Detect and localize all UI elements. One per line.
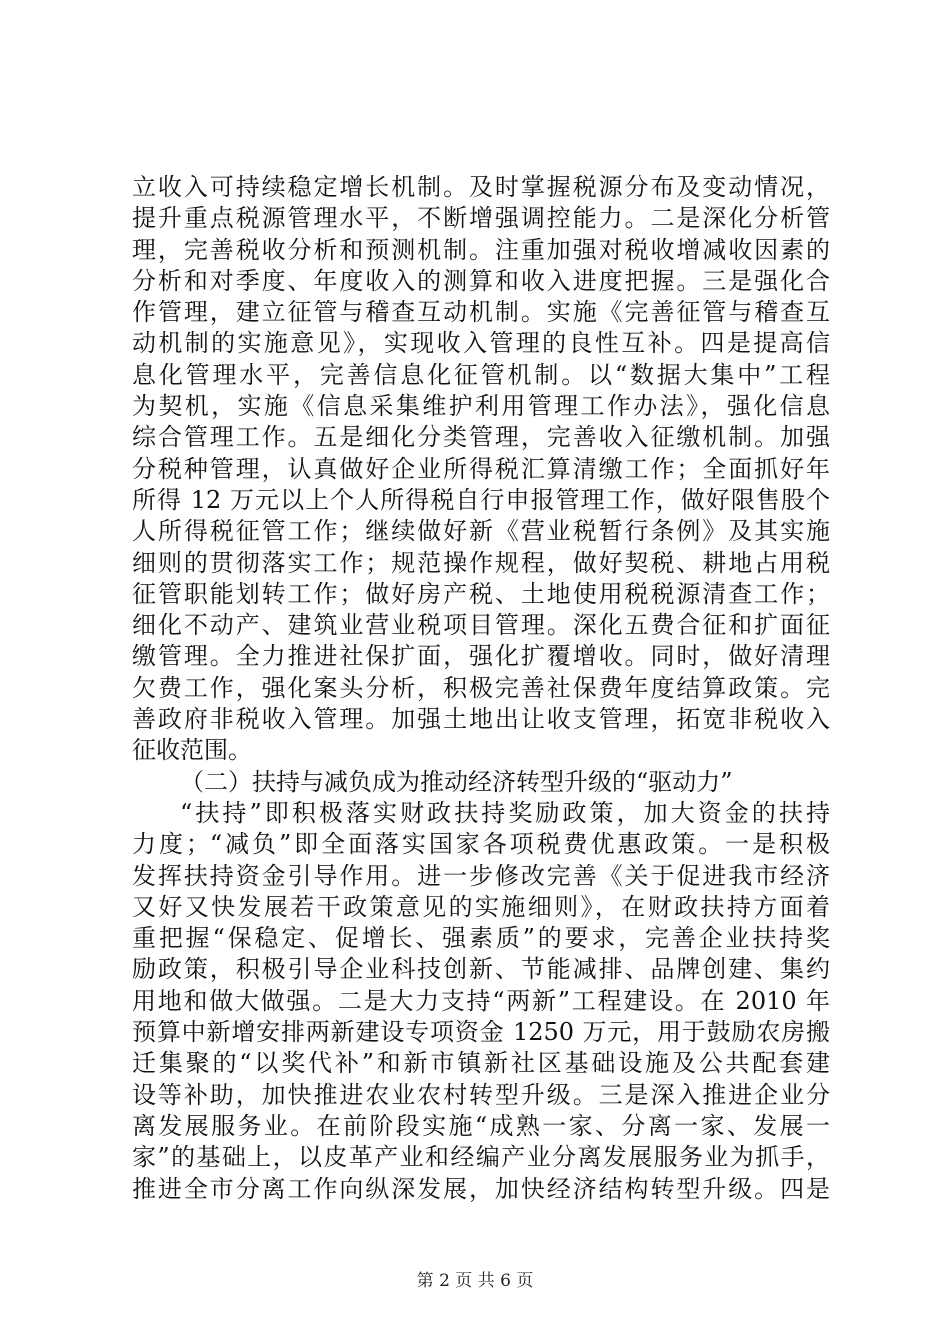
- text-line: 力度；“减负”即全面落实国家各项税费优惠政策。一是积极: [132, 830, 830, 859]
- text-line: 迁集聚的“以奖代补”和新市镇新社区基础设施及公共配套建: [132, 1049, 830, 1078]
- text-line: 励政策，积极引导企业科技创新、节能减排、品牌创建、集约: [132, 955, 830, 984]
- page-number-footer: 第 2 页 共 6 页: [416, 1271, 534, 1291]
- section-heading: （二）扶持与减负成为推动经济转型升级的“驱动力”: [180, 767, 733, 796]
- text-line: 细化不动产、建筑业营业税项目管理。深化五费合征和扩面征: [132, 611, 830, 640]
- text-line: 缴管理。全力推进社保扩面，强化扩覆增收。同时，做好清理: [132, 642, 830, 671]
- text-line: 离发展服务业。在前阶段实施“成熟一家、分离一家、发展一: [132, 1111, 830, 1140]
- text-line: 综合管理工作。五是细化分类管理，完善收入征缴机制。加强: [132, 423, 830, 452]
- text-line: 立收入可持续稳定增长机制。及时掌握税源分布及变动情况，: [132, 173, 830, 201]
- text-line: 为契机，实施《信息采集维护利用管理工作办法》，强化信息: [132, 392, 830, 421]
- text-line: 推进全市分离工作向纵深发展，加快经济结构转型升级。四是: [132, 1174, 830, 1203]
- text-line: 重把握“保稳定、促增长、强素质”的要求，完善企业扶持奖: [132, 924, 830, 953]
- text-line: 设等补助，加快推进农业农村转型升级。三是深入推进企业分: [132, 1080, 830, 1109]
- text-line: 欠费工作，强化案头分析，积极完善社保费年度结算政策。完: [132, 673, 830, 702]
- document-body: [132, 172, 830, 1205]
- text-line: 征收范围。: [132, 736, 252, 765]
- text-line: 理，完善税收分析和预测机制。注重加强对税收增减收因素的: [132, 235, 830, 264]
- text-line: 预算中新增安排两新建设专项资金 1250 万元，用于鼓励农房搬: [132, 1018, 830, 1047]
- text-line: 又好又快发展若干政策意见的实施细则》，在财政扶持方面着: [132, 892, 830, 921]
- text-line: 人所得税征管工作；继续做好新《营业税暂行条例》及其实施: [132, 517, 830, 546]
- text-line: 善政府非税收入管理。加强土地出让收支管理，拓宽非税收入: [132, 705, 830, 734]
- text-line: 分税种管理，认真做好企业所得税汇算清缴工作；全面抓好年: [132, 454, 830, 483]
- text-line: 征管职能划转工作；做好房产税、土地使用税税源清查工作；: [132, 579, 830, 608]
- text-line: 发挥扶持资金引导作用。进一步修改完善《关于促进我市经济: [132, 861, 830, 890]
- text-line: 用地和做大做强。二是大力支持“两新”工程建设。在 2010 年: [132, 986, 830, 1015]
- text-line: 息化管理水平，完善信息化征管机制。以“数据大集中”工程: [132, 360, 830, 389]
- text-line: 作管理，建立征管与稽查互动机制。实施《完善征管与稽查互: [132, 298, 830, 327]
- text-line: 分析和对季度、年度收入的测算和收入进度把握。三是强化合: [132, 266, 830, 295]
- text-line: 所得 12 万元以上个人所得税自行申报管理工作，做好限售股个: [132, 485, 830, 514]
- text-line: 动机制的实施意见》，实现收入管理的良性互补。四是提高信: [132, 329, 830, 358]
- text-line: 家”的基础上，以皮革产业和经编产业分离发展服务业为抓手，: [132, 1143, 830, 1172]
- text-line: 细则的贯彻落实工作；规范操作规程，做好契税、耕地占用税: [132, 548, 830, 577]
- paragraph-first-line: “扶持”即积极落实财政扶持奖励政策，加大资金的扶持: [180, 798, 830, 827]
- text-line: 提升重点税源管理水平，不断增强调控能力。二是深化分析管: [132, 204, 830, 233]
